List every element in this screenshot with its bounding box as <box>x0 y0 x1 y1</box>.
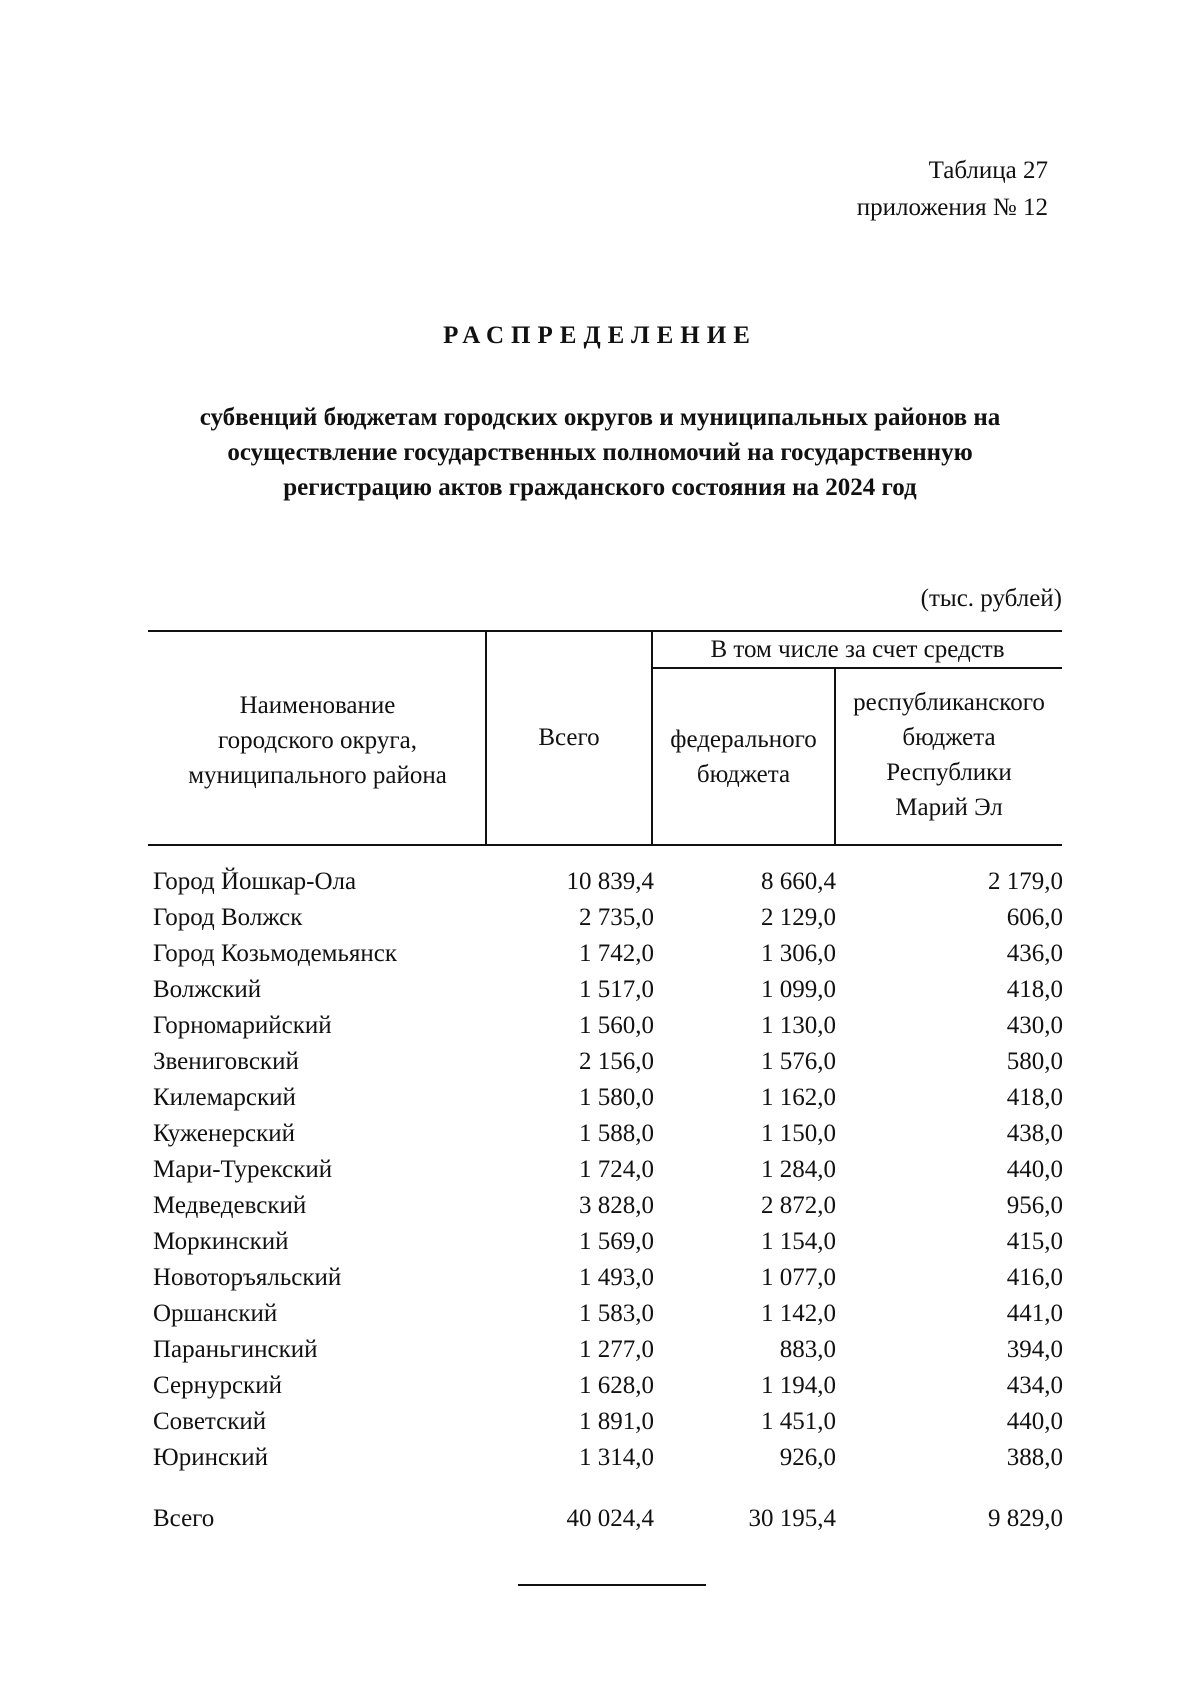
end-of-document-rule <box>518 1584 706 1586</box>
total-value: 3 828,0 <box>579 1192 654 1219</box>
district-name: Горномарийский <box>153 1012 332 1039</box>
district-name: Мари-Турекский <box>153 1156 333 1183</box>
federal-value: 926,0 <box>779 1444 836 1471</box>
total-value: 1 724,0 <box>579 1156 654 1183</box>
table-row <box>0 976 1200 1012</box>
republic-value: 438,0 <box>1006 1120 1063 1147</box>
table-row <box>0 1228 1200 1264</box>
district-name: Город Козьмодемьянск <box>153 940 397 967</box>
header-name-column: Наименование городского округа, муниципального района <box>188 692 447 789</box>
total-value: 1 588,0 <box>579 1120 654 1147</box>
district-name: Город Волжск <box>153 904 303 931</box>
total-value: 1 277,0 <box>579 1336 654 1363</box>
unit-label: (тыс. рублей) <box>920 585 1062 612</box>
republic-value: 441,0 <box>1006 1300 1063 1327</box>
federal-value: 1 077,0 <box>761 1264 836 1291</box>
total-value: 1 314,0 <box>579 1444 654 1471</box>
table-row <box>0 1192 1200 1228</box>
district-name: Волжский <box>153 976 262 1003</box>
federal-value: 1 150,0 <box>761 1120 836 1147</box>
district-name: Медведевский <box>153 1192 307 1219</box>
document-subtitle <box>120 400 1080 505</box>
district-name: Оршанский <box>153 1300 278 1327</box>
federal-value: 1 194,0 <box>761 1372 836 1399</box>
table-row <box>0 868 1200 904</box>
total-value: 2 156,0 <box>579 1048 654 1075</box>
district-name: Советский <box>153 1408 267 1435</box>
subtitle-line: субвенций бюджетам городских округов и муниципальных районов на <box>199 404 1001 431</box>
district-name: Параньгинский <box>153 1336 318 1363</box>
republic-value: 956,0 <box>1006 1192 1063 1219</box>
district-name: Город Йошкар-Ола <box>153 868 357 895</box>
federal-value: 1 130,0 <box>761 1012 836 1039</box>
table-row <box>0 940 1200 976</box>
total-value: 1 742,0 <box>579 940 654 967</box>
table-row <box>0 1084 1200 1120</box>
table-row <box>0 1012 1200 1048</box>
total-value: 1 583,0 <box>579 1300 654 1327</box>
document-title: РАСПРЕДЕЛЕНИЕ <box>443 322 757 349</box>
total-value: 10 839,4 <box>566 868 654 895</box>
federal-total-value: 30 195,4 <box>748 1505 836 1532</box>
table-row <box>0 1264 1200 1300</box>
republic-total-value: 9 829,0 <box>988 1505 1063 1532</box>
total-value: 1 628,0 <box>579 1372 654 1399</box>
header-group: В том числе за счет средств <box>710 636 1005 663</box>
republic-value: 606,0 <box>1006 904 1063 931</box>
federal-value: 1 451,0 <box>761 1408 836 1435</box>
federal-value: 1 162,0 <box>761 1084 836 1111</box>
table-row <box>0 1300 1200 1336</box>
total-value: 1 493,0 <box>579 1264 654 1291</box>
federal-value: 1 099,0 <box>761 976 836 1003</box>
district-name: Звениговский <box>153 1048 299 1075</box>
grand-total-value: 40 024,4 <box>566 1505 654 1532</box>
federal-value: 1 306,0 <box>761 940 836 967</box>
table-row <box>0 904 1200 940</box>
federal-value: 2 129,0 <box>761 904 836 931</box>
federal-value: 1 154,0 <box>761 1228 836 1255</box>
republic-value: 415,0 <box>1006 1228 1063 1255</box>
table-row <box>0 1408 1200 1444</box>
total-value: 1 580,0 <box>579 1084 654 1111</box>
republic-value: 430,0 <box>1006 1012 1063 1039</box>
district-name: Юринский <box>153 1444 268 1471</box>
subtitle-line: регистрацию актов гражданского состояния на 2024 год <box>283 474 917 501</box>
federal-value: 2 872,0 <box>761 1192 836 1219</box>
total-row-label: Всего <box>153 1505 215 1532</box>
table-row <box>0 1120 1200 1156</box>
district-name: Моркинский <box>153 1228 289 1255</box>
group-divider-rule <box>651 667 1062 669</box>
republic-value: 2 179,0 <box>988 868 1063 895</box>
total-value: 1 517,0 <box>579 976 654 1003</box>
republic-value: 418,0 <box>1006 976 1063 1003</box>
header-bottom-rule <box>148 844 1062 846</box>
district-name: Куженерский <box>153 1120 295 1147</box>
header-republic-column: республиканского бюджета Республики Марий Эл <box>853 689 1045 821</box>
total-value: 1 560,0 <box>579 1012 654 1039</box>
table-reference <box>857 152 1048 226</box>
republic-value: 388,0 <box>1006 1444 1063 1471</box>
table-row <box>0 1372 1200 1408</box>
district-name: Сернурский <box>153 1372 282 1399</box>
header-total-column: Всего <box>538 724 600 751</box>
republic-value: 580,0 <box>1006 1048 1063 1075</box>
header-federal-column: федерального бюджета <box>670 726 817 788</box>
table-row <box>0 1048 1200 1084</box>
table-row <box>0 1444 1200 1480</box>
total-row <box>0 1505 1200 1541</box>
republic-value: 416,0 <box>1006 1264 1063 1291</box>
table-row <box>0 1336 1200 1372</box>
total-value: 1 891,0 <box>579 1408 654 1435</box>
federal-value: 883,0 <box>779 1336 836 1363</box>
table-label: Таблица 27 <box>928 157 1048 184</box>
republic-value: 434,0 <box>1006 1372 1063 1399</box>
table-row <box>0 1156 1200 1192</box>
federal-value: 1 576,0 <box>761 1048 836 1075</box>
federal-value: 8 660,4 <box>761 868 836 895</box>
total-value: 1 569,0 <box>579 1228 654 1255</box>
federal-value: 1 284,0 <box>761 1156 836 1183</box>
total-value: 2 735,0 <box>579 904 654 931</box>
subtitle-line: осуществление государственных полномочий на государственную <box>227 439 973 466</box>
republic-value: 394,0 <box>1006 1336 1063 1363</box>
republic-value: 440,0 <box>1006 1156 1063 1183</box>
district-name: Новоторъяльский <box>153 1264 342 1291</box>
republic-value: 440,0 <box>1006 1408 1063 1435</box>
republic-value: 436,0 <box>1006 940 1063 967</box>
appendix-label: приложения № 12 <box>856 194 1048 221</box>
district-name: Килемарский <box>153 1084 296 1111</box>
republic-value: 418,0 <box>1006 1084 1063 1111</box>
federal-value: 1 142,0 <box>761 1300 836 1327</box>
